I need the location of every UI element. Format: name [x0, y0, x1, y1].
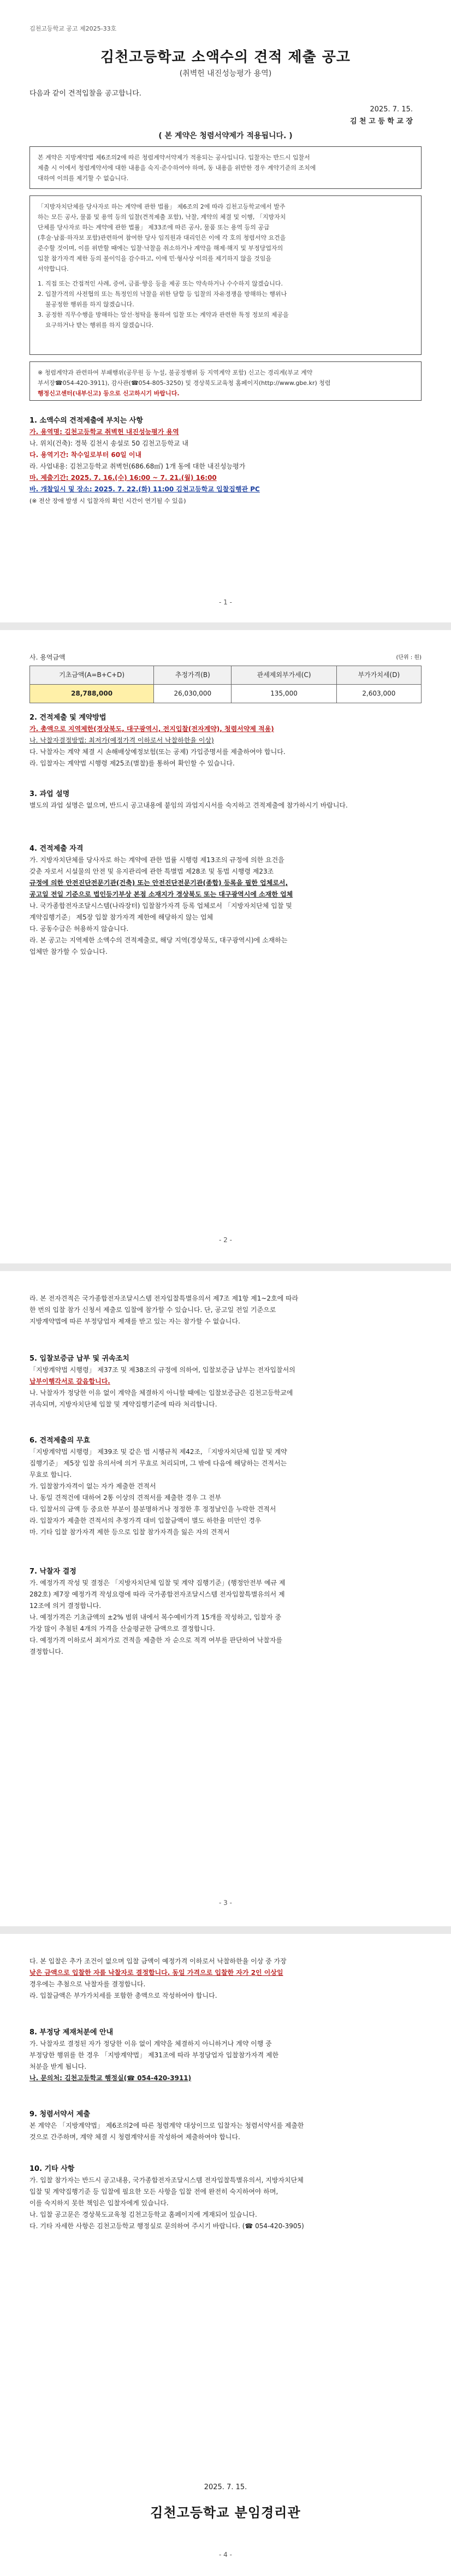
intro-text: 다음과 같이 견적입찰을 공고합니다. [29, 90, 141, 98]
integrity-notice-banner: ( 본 계약은 청렴서약제가 적용됩니다. ) [158, 132, 293, 140]
invalid-line: 마. 기타 입찰 참가자격 제한 등으로 입찰 참가자격을 잃은 자의 견적서 [29, 1528, 230, 1536]
section-6-title: 6. 견적제출의 무효 [29, 1437, 90, 1445]
section-4 [29, 843, 422, 958]
sanction-line: 부정당한 행위를 한 경우 「지방계약법」 제31조에 따라 부정당업자 입찰참가자격 제한 [29, 2051, 279, 2059]
misc-line: 나. 입찰 공고문은 경상북도교육청 김천고등학교 홈페이지에 게재되어 있습니다. [29, 2211, 257, 2218]
service-content: 라. 사업내용: 김천고등학교 취벽헌(686.68㎡) 1개 동에 대한 내진성능평가 [29, 462, 246, 470]
budget-table [29, 666, 422, 703]
document-id: 김천고등학교 공고 제2025-33호 [29, 25, 117, 32]
pledge-item: 2. 입찰가격의 사전협의 또는 특정인의 낙찰을 위한 담합 등 입찰의 자유경쟁을 방해하는 행위나 [38, 290, 287, 298]
body-line: 라. 본 전자견적은 국가종합전자조달시스템 전자입찰특별유의서 제7조 제1항 제1~2호에 따라 [29, 1295, 299, 1302]
misc-line: 입찰 및 계약집행기준 등 입찰에 필요한 모든 사항을 입찰 전에 완전히 숙지하여야 하며, [29, 2188, 278, 2195]
deposit-line: 「지방계약법 시행령」 제37조 및 제38조의 규정에 의하여, 입찰보증금 납부는 전자입찰서의 [29, 1366, 295, 1374]
section-7-title: 7. 낙찰자 결정 [29, 1568, 76, 1576]
page-number: - 3 - [219, 1899, 232, 1907]
sanction-contact: 나. 문의처: 김천고등학교 행정실(☎ 054-420-3911) [29, 2074, 192, 2082]
issue-date-block [350, 104, 413, 128]
pledge-line: 서약합니다. [38, 265, 69, 272]
pledge-line: 단체를 당사자로 하는 계약에 관한 법률」 제33조에 따른 공사, 물품 또는 용역 등의 공급 [38, 224, 270, 231]
invalid-line: 가. 입찰참가자격이 없는 자가 제출한 견적서 [29, 1482, 156, 1490]
sanction-line: 가. 낙찰자로 결정된 자가 정당한 이유 없이 계약을 체결하지 아니하거나 계약 이행 중 [29, 2040, 272, 2047]
section-8 [29, 2027, 422, 2084]
deposit-line: 귀속되며, 지방자치단체 입찰 및 계약집행기준에 따라 처리합니다. [29, 1400, 217, 1408]
issue-date: 2025. 7. 15. [370, 105, 413, 114]
award-line: 가. 예정가격 작성 및 결정은 「지방자치단체 입찰 및 계약 집행기준」(행정안전부 예규 제 [29, 1579, 286, 1587]
pledge-item: 요구하거나 받는 행위를 하지 않겠습니다. [45, 322, 154, 329]
page-number: - 1 - [219, 598, 232, 606]
footer-date: 2025. 7. 15. [204, 2483, 247, 2491]
section-2-title: 2. 견적제출 및 계약방법 [29, 714, 106, 722]
eligibility-line: 갖춘 자로서 시설물의 안전 및 유지관리에 관한 특별법 제28조 및 동법 시행령 제23조 [29, 868, 274, 875]
page-1 [0, 0, 451, 622]
pledge-line: (후술·납품·하자보 포함)관련하여 참여한 당사 임직원과 대리인은 이에 각 호의 청렴서약 요건을 [38, 234, 286, 241]
notice-subtitle: (취벽헌 내진성능평가 용역) [179, 69, 272, 78]
table-row [30, 685, 422, 703]
notice-title: 김천고등학교 소액수의 견적 제출 공고 [100, 49, 351, 66]
pledge-line: 「지방자치단체를 당사자로 하는 계약에 관한 법률」 제6조의 2에 따라 김천고등학교에서 발주 [38, 203, 286, 210]
note-line: 부서장☎054-420-3911), 감사관(☎054-805-3250) 및 경상북도교육청 홈페이지(http://www.gbe.kr) 청렴 [38, 379, 331, 387]
report-note-box [29, 361, 422, 401]
page-separator [0, 1263, 451, 1271]
decree-note: 라. 입찰자는 계약법 시행령 제25조(별찰)를 통하여 확인할 수 있습니다. [29, 759, 235, 767]
eligibility-line: 계약집행기준」 제5장 입찰 참가자격 제한에 해당하지 않는 업체 [29, 913, 213, 921]
tax-exempt-cell: 135,000 [232, 685, 336, 703]
opening-note: (※ 전산 장애 발생 시 입찰자의 확인 시간이 연기될 수 있음) [29, 497, 186, 504]
note-line: 행정신고센터(내부신고) 등으로 신고하시기 바랍니다. [38, 390, 180, 397]
body-line: 낮은 금액으로 입찰한 자를 낙찰자로 결정합니다. 동일 가격으로 입찰한 자가 2인 이상일 [29, 1969, 283, 1976]
pledge-submit-line: 본 계약은 「지방계약법」 제6조의2에 따른 청렴계약 대상이므로 입찰자는 청렴서약서를 제출한 [29, 2122, 304, 2129]
eligibility-line: 가. 지방자치단체를 당사자로 하는 계약에 관한 법률 시행령 제13조의 규정에 의한 요건을 [29, 856, 284, 864]
deposit-line: 나. 낙찰자가 정당한 이유 없이 계약을 체결하지 아니할 때에는 입찰보증금은 김천고등학교에 [29, 1389, 293, 1397]
table-header: 부가가치세(D) [336, 666, 421, 685]
section-1 [29, 415, 422, 507]
base-amount-cell: 28,788,000 [30, 685, 154, 703]
award-line: 12조에 의거 결정합니다. [29, 1602, 102, 1610]
section-8-title: 8. 부정당 제재처분에 안내 [29, 2028, 114, 2037]
page-4 [0, 1934, 451, 2576]
pledge-line: 입찰 참가자격 제한 등의 불이익을 감수하고, 이에 민·형사상 이의를 제기하지 않을 것임을 [38, 255, 271, 262]
misc-line: 가. 입찰 참가자는 반드시 공고내용, 국가종합전자조달시스템 전자입찰특별유의서, 지방자치단체 [29, 2176, 304, 2184]
pledge-item: 3. 공정한 직무수행을 방해하는 알선·청탁을 통하여 입찰 또는 계약과 관련한 특정 정보의 제공을 [38, 311, 289, 318]
page3-top [29, 1293, 422, 1327]
section-3-title: 3. 과업 설명 [29, 790, 70, 798]
section-9 [29, 2109, 422, 2143]
section-2 [29, 712, 422, 769]
section-9-title: 9. 청렴서약서 제출 [29, 2110, 90, 2118]
section-6 [29, 1435, 422, 1538]
body-line: 한 번의 입찰 참가 신청서 제출로 입찰에 참가할 수 있습니다. 단, 공고일 전일 기준으로 [29, 1306, 276, 1314]
eligibility-line: 나. 국가종합전자조달시스템(나라장터) 입찰참가자격 등록 업체로서 「지방자치단체 입찰 및 [29, 902, 292, 910]
vat-cell: 2,603,000 [336, 685, 421, 703]
unit-label: (단위 : 원) [396, 655, 422, 661]
estimated-price-cell: 26,030,000 [154, 685, 232, 703]
page-3 [0, 1271, 451, 1926]
invalid-line: 라. 입찰자가 제출한 견적서의 추정가격 대비 입찰금액이 별도 하한율 미만인 경우 [29, 1517, 262, 1524]
award-line: 가장 많이 추첨된 4개의 가격을 산술평균한 금액으로 결정합니다. [29, 1625, 215, 1633]
service-location: 나. 위치(건축): 경북 김천시 송설로 50 김천고등학교 내 [29, 440, 189, 447]
pledge-line: 준수할 것이며, 이를 위반할 때에는 입찰·낙찰을 취소하거나 계약을 해제·해지 및 부정당업자의 [38, 245, 283, 252]
misc-line: 이를 숙지하지 못한 책임은 입찰자에게 있습니다. [29, 2199, 169, 2207]
box1-line: 대하여 이의를 제기할 수 없습니다. [38, 175, 129, 182]
box1-line: 제출 시 이에서 청렴계약서에 대한 내용을 숙지·준수하여야 하며, 동 내용을 위반한 경우 계약기준의 조치에 [38, 164, 316, 171]
service-period: 다. 용역기간: 착수일로부터 60일 이내 [29, 451, 142, 459]
note-line: ※ 청렴계약과 관련하여 부패행위(공무원 등 누설, 불공정행위 등 지역계약 포함) 신고는 경리계(부교 계약 [38, 369, 313, 376]
section-3-text: 별도의 과업 설명은 없으며, 반드시 공고내용에 붙임의 과업지시서를 숙지하고 견적제출에 참가하시기 바랍니다. [29, 802, 348, 809]
body-line: 라. 입찰금액은 부가가치세를 포함한 총액으로 작성하여야 합니다. [29, 1992, 217, 1999]
invalid-line: 무효로 합니다. [29, 1471, 72, 1479]
award-line: 282호) 제7장 예정가격 작성요령에 따라 국가종합전자조달시스템 전자입찰특별유의서 제 [29, 1590, 285, 1598]
integrity-pledge-box [29, 195, 422, 355]
eligibility-line: 다. 공동수급은 허용하지 않습니다. [29, 925, 129, 933]
table-header: 추정가격(B) [154, 666, 232, 685]
section-5-title: 5. 입찰보증금 납부 및 귀속조치 [29, 1355, 129, 1363]
invalid-line: 다. 입찰서의 금액 등 중요한 부분이 불분명하거나 정정한 후 정정날인을 누락한 견적서 [29, 1505, 276, 1513]
pledge-item: 1. 직접 또는 간접적인 사례, 증여, 금품·향응 등을 제공 또는 약속하거나 수수하지 않겠습니다. [38, 280, 283, 287]
integrity-summary-box [29, 146, 422, 189]
table-header: 기초금액(A=B+C+D) [30, 666, 154, 685]
box1-line: 본 계약은 지방계약법 제6조의2에 따른 청렴계약서약제가 적용되는 공사입니다. 입찰자는 반드시 입찰서 [38, 154, 310, 161]
page-2 [0, 630, 451, 1263]
opening-datetime: 바. 개찰일시 및 장소: 2025. 7. 22.(화) 11:00 김천고등학교 입찰집행관 PC [29, 485, 260, 493]
insurance-note: 다. 낙찰자는 계약 체결 시 손해배상예정보험(또는 공제) 가입증명서를 제출하여야 합니다. [29, 748, 286, 756]
section-5 [29, 1353, 422, 1410]
page-separator [0, 1926, 451, 1934]
service-name: 가. 용역명: 김천고등학교 취벽헌 내진성능평가 용역 [29, 428, 179, 436]
section-3 [29, 788, 422, 811]
award-line: 다. 예정가격 이하로서 최저가로 견적을 제출한 자 순으로 적격 여부를 판단하여 낙찰자를 [29, 1636, 283, 1644]
invalid-line: 집행기준」 제5장 입찰 유의서에 의거 무효로 처리되며, 그 밖에 다음에 해당하는 견적서는 [29, 1459, 287, 1467]
section-7 [29, 1566, 422, 1658]
page4-top [29, 1956, 422, 2002]
invalid-line: 나. 동일 견적건에 대하여 2통 이상의 견적서를 제출한 경우 그 전부 [29, 1494, 221, 1501]
body-line: 경우에는 추첨으로 낙찰자를 결정합니다. [29, 1980, 146, 1988]
body-line: 지방계약법에 따른 부정당업자 제재를 받고 있는 자는 참가할 수 없습니다. [29, 1317, 240, 1325]
page-number: - 4 - [219, 2551, 232, 2559]
award-line: 결정합니다. [29, 1648, 63, 1655]
submission-period: 마. 제출기간: 2025. 7. 16.(수) 16:00 ~ 7. 21.(월) 16:00 [29, 474, 217, 482]
budget-section [29, 652, 422, 703]
budget-title: 사. 용역금액 [29, 654, 66, 661]
pledge-line: 하는 모든 공사, 물품 및 용역 등의 입찰(견적제출 포함), 낙찰, 계약의 체결 및 이행, 「지방자치 [38, 213, 286, 221]
page-number: - 2 - [219, 1236, 232, 1244]
issuer-name: 김 천 고 등 학 교 장 [349, 117, 413, 126]
eligibility-line: 라. 본 공고는 지역제한 소액수의 견적제출로, 해당 지역(경상북도, 대구광역시)에 소재하는 [29, 936, 288, 944]
sanction-line: 처분을 받게 됩니다. [29, 2063, 87, 2070]
eligibility-line: 공고일 전일 기준으로 법인등기부상 본점 소재지가 경상북도 또는 대구광역시에 소재한 업체 [29, 891, 293, 898]
section-10-title: 10. 기타 사항 [29, 2165, 75, 2173]
section-10 [29, 2163, 422, 2232]
pledge-item: 불공정한 행위를 하지 않겠습니다. [45, 301, 134, 308]
eligibility-line: 업체만 참가할 수 있습니다. [29, 948, 108, 955]
invalid-line: 「지방계약법 시행령」 제39조 및 같은 법 시행규칙 제42조, 「지방자치단체 입찰 및 계약 [29, 1448, 287, 1456]
body-line: 다. 본 입찰은 추가 조건이 없으며 입찰 금액이 예정가격 이하로서 낙찰하한율 이상 중 가장 [29, 1957, 287, 1965]
misc-line: 다. 기타 자세한 사항은 김천고등학교 행정실로 문의하여 주시기 바랍니다. (☎ 054-420-3905) [29, 2222, 304, 2230]
award-line: 나. 예정가격은 기초금액의 ±2% 범위 내에서 복수예비가격 15개를 작성하고, 입찰자 중 [29, 1613, 282, 1621]
footer-organization: 김천고등학교 분임경리관 [150, 2505, 301, 2520]
award-method: 나. 낙찰자결정방법: 최저가(예정가격 이하로서 낙찰하한율 이상) [29, 737, 214, 744]
contract-method: 가. 총액으로 지역제한(경상북도, 대구광역시, 전지입찰(전자계약), 청렴서약제 적용) [29, 725, 274, 733]
pledge-submit-line: 것으로 간주하며, 계약 체결 시 청렴계약서를 작성하여 제출하여야 합니다. [29, 2133, 240, 2141]
table-header: 관세제외부가세(C) [232, 666, 336, 685]
table-header-row [30, 666, 422, 685]
deposit-line: 납부이행각서로 갈음합니다. [29, 1378, 110, 1385]
eligibility-line: 규정에 의한 안전진단전문기관(건축) 또는 안전진단전문기관(종합) 등록을 필한 업체로서, [29, 879, 288, 887]
section-1-title: 1. 소액수의 견적제출에 부치는 사항 [29, 417, 143, 425]
page-separator [0, 622, 451, 630]
section-4-title: 4. 견적제출 자격 [29, 845, 84, 853]
